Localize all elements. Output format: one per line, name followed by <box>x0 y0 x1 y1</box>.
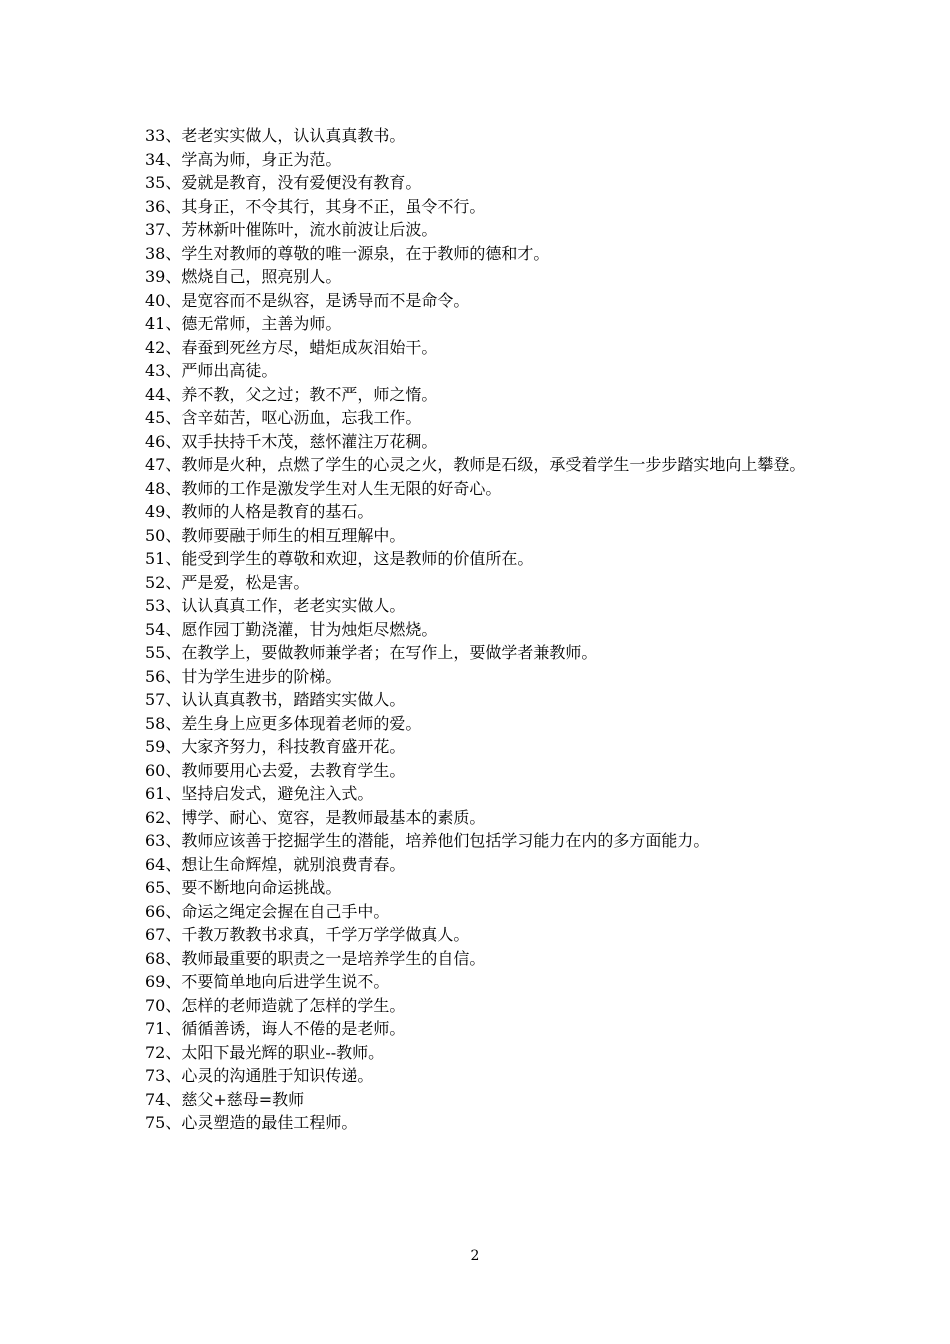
list-item: 64、想让生命辉煌，就别浪费青春。 <box>145 854 406 874</box>
list-item: 62、博学、耐心、宽容，是教师最基本的素质。 <box>145 807 486 827</box>
list-item: 42、春蚕到死丝方尽，蜡炬成灰泪始干。 <box>145 337 438 357</box>
list-item: 72、太阳下最光辉的职业--教师。 <box>145 1042 385 1062</box>
list-item: 40、是宽容而不是纵容，是诱导而不是命令。 <box>145 290 470 310</box>
list-item: 39、燃烧自己，照亮别人。 <box>145 267 342 286</box>
list-item: 44、养不教，父之过；教不严，师之惰。 <box>145 384 438 404</box>
list-item: 33、老老实实做人，认认真真教书。 <box>145 126 406 145</box>
list-item: 50、教师要融于师生的相互理解中。 <box>145 525 406 545</box>
list-item: 59、大家齐努力，科技教育盛开花。 <box>145 737 406 756</box>
list-item: 49、教师的人格是教育的基石。 <box>145 502 374 521</box>
list-item: 67、千教万教教书求真，千学万学学做真人。 <box>145 925 470 944</box>
list-item: 47、教师是火种，点燃了学生的心灵之火，教师是石级，承受着学生一步步踏实地向上攀登。 <box>145 455 806 474</box>
list-item: 71、循循善诱，诲人不倦的是老师。 <box>145 1019 406 1038</box>
list-item: 55、在教学上，要做教师兼学者；在写作上，要做学者兼教师。 <box>145 643 598 662</box>
list-item: 68、教师最重要的职责之一是培养学生的自信。 <box>145 948 486 968</box>
list-item: 51、能受到学生的尊敬和欢迎，这是教师的价值所在。 <box>145 549 534 568</box>
list-item: 53、认认真真工作，老老实实做人。 <box>145 596 406 615</box>
list-item: 46、双手扶持千木茂，慈怀灌注万花稠。 <box>145 431 438 451</box>
list-item: 36、其身正，不令其行，其身不正，虽令不行。 <box>145 196 486 216</box>
list-item: 52、严是爱，松是害。 <box>145 572 310 592</box>
list-item: 61、坚持启发式，避免注入式。 <box>145 784 374 803</box>
list-item: 41、德无常师，主善为师。 <box>145 314 342 333</box>
list-item: 66、命运之绳定会握在自己手中。 <box>145 901 390 921</box>
list-item: 37、芳林新叶催陈叶，流水前波让后波。 <box>145 220 438 239</box>
list-item: 43、严师出高徒。 <box>145 361 278 380</box>
list-item: 56、甘为学生进步的阶梯。 <box>145 666 342 686</box>
list-item: 63、教师应该善于挖掘学生的潜能，培养他们包括学习能力在内的多方面能力。 <box>145 831 710 850</box>
list-item: 35、爱就是教育，没有爱便没有教育。 <box>145 173 422 192</box>
list-item: 60、教师要用心去爱，去教育学生。 <box>145 760 406 780</box>
list-item: 54、愿作园丁勤浇灌，甘为烛炬尽燃烧。 <box>145 619 438 639</box>
quote-list <box>145 124 817 1135</box>
list-item: 34、学高为师，身正为范。 <box>145 149 342 169</box>
list-item: 74、慈父+慈母=教师 <box>145 1089 305 1109</box>
list-item: 58、差生身上应更多体现着老师的爱。 <box>145 713 422 733</box>
list-item: 69、不要简单地向后进学生说不。 <box>145 972 390 991</box>
list-item: 73、心灵的沟通胜于知识传递。 <box>145 1066 374 1085</box>
list-item: 48、教师的工作是激发学生对人生无限的好奇心。 <box>145 478 502 498</box>
list-item: 65、要不断地向命运挑战。 <box>145 878 342 897</box>
list-item: 38、学生对教师的尊敬的唯一源泉，在于教师的德和才。 <box>145 243 550 263</box>
list-item: 70、怎样的老师造就了怎样的学生。 <box>145 995 406 1015</box>
page-number: 2 <box>470 1248 480 1264</box>
list-item: 57、认认真真教书，踏踏实实做人。 <box>145 690 406 709</box>
list-item: 45、含辛茹苦，呕心沥血，忘我工作。 <box>145 408 422 427</box>
list-item: 75、心灵塑造的最佳工程师。 <box>145 1113 358 1132</box>
